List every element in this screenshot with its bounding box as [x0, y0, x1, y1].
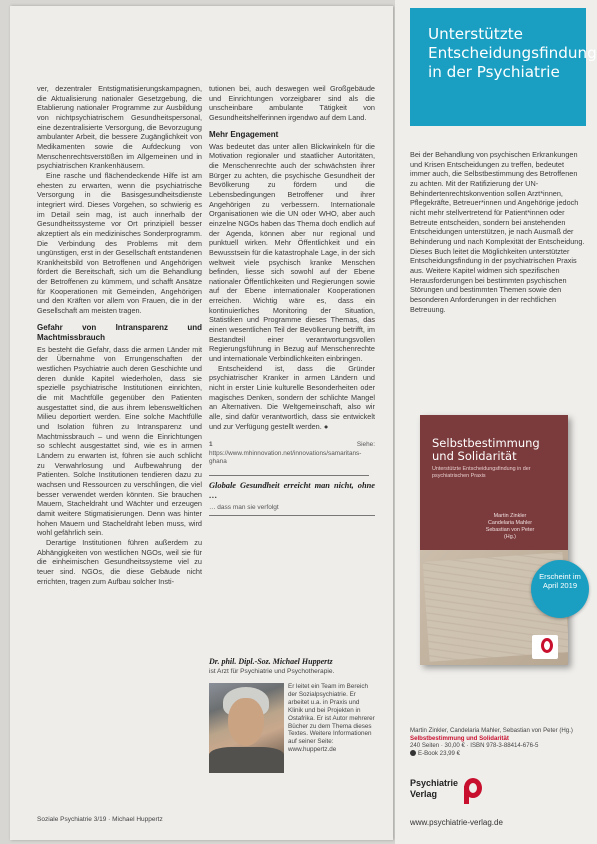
footnote-text: Siehe: https://www.mhinnovation.net/innovations/samaritans-ghana	[209, 441, 375, 465]
footnote-number: 1	[209, 441, 213, 449]
book-title: Selbstbestimmung und Solidarität	[432, 436, 540, 463]
article-paragraph: ver, dezentraler Entstigmatisierungskampagnen, die Aktualisierung nationaler Gesetzgebung, die Etablierung nationaler Programme zur Ausbildung von nichtpsychiatrischem Gesundheitspersonal, eine dezentralisierte Versorgung, die Bevorzugung ambulanter Arbeit, die bessere Zugänglichkeit von Medikamenten sowie die Aufdeckung von Menschenrechtsverstößen im Allgemeinen und in psychiatrischen Krankenhäusern.	[37, 84, 202, 171]
end-mark: ●	[323, 421, 329, 431]
book-subtitle: Unterstützte Entscheidungsfindung in der psychiatrischen Praxis	[432, 466, 531, 479]
book-info-ebook	[410, 750, 590, 758]
book-info	[410, 727, 590, 757]
article-column-right	[209, 84, 375, 516]
ebook-price: E-Book 23,99 €	[418, 749, 461, 757]
ad-header-box	[410, 8, 597, 126]
page-footer: Soziale Psychiatrie 3/19 · Michael Huppertz	[37, 816, 163, 823]
section-heading: Gefahr von Intransparenz und Machtmissbrauch	[37, 322, 202, 342]
infobox-title: Globale Gesundheit erreicht man nicht, ohne …	[209, 480, 375, 500]
article-paragraph	[209, 364, 375, 432]
ad-text	[410, 150, 586, 314]
ad-paragraph: Dieses Buch leitet die Möglichkeiten unterstützter Entscheidungsfindung in der psychiatrischen Praxis aus. Weitere Kapitel widmen sich spezifischen Herausforderungen bei bestimmten psychischen Störungen und bestimmten Themen sowie den besonderen Anforderungen in der rechtlichen Betreuung.	[410, 246, 577, 314]
article-paragraph: Eine rasche und flächendeckende Hilfe ist am ehesten zu erwarten, wenn die psychiatrische Versorgung in die Basisgesundheitsdienste integriert wird. Dieses Vorgehen, so schwierig es im Detail sein mag, ist auch innerhalb der Gesundheitssysteme vor Ort prinzipiell besser akzeptiert als ein medizinisches Sonderprogramm. Die Verbindung des Problems mit dem ungünstigen, erst in der Gesellschaft entstandenen Krankheitsbild von Betroffenen und Angehörigen fördert die Bereitschaft, sich um die Behandlung der Betroffenen zu kümmern, und schafft Ansätze für Kooperationen mit Gemeinden, Angehörigen und den Kräften vor allem von Frauen, die in der Gesellschaft am meisten tragen.	[37, 170, 202, 316]
article-paragraph: Es besteht die Gefahr, dass die armen Länder mit der Übernahme von Errungenschaften der westlichen Psychiatrie auch deren Geschichte und deren dunkle Kapitel wiederholen, dass sie spezielle psychiatrische Institutionen einrichten, die mit Machtfülle gegenüber den Patienten ausgestattet sind, die aus ihrem lebensweltlichen Milieu deportiert werden. Eine solche Machtfülle und Isolation führen zu Intransparenz und Machtmissbrauch – und wenn die Einrichtungen so schlecht ausgestattet sind, wie es in armen Ländern zu erwarten ist, führen sie auch schlicht zu Verwahrlosung und Aufbewahrung der Patienten. Solche Institutionen tendieren dazu zu wachsen und Ressourcen zu verschlingen, die viel besser verwendet werden könnten. Sie brauchen Mauern, Stacheldraht und Wächter und erzeugen damit weitere Stigmatisierungen. Denn was hinter hohen Mauern und Stacheldraht leben muss, wird wohl gefährlich sein.	[37, 344, 202, 538]
section-heading: Mehr Engagement	[209, 129, 279, 139]
publisher-logo-icon	[532, 635, 558, 659]
ad-headline: Unterstützte Entscheidungsfindung in der Psychiatrie	[428, 25, 597, 81]
publisher-name: Psychiatrie Verlag	[410, 778, 459, 799]
author-bio: Er leitet ein Team im Bereich der Sozialpsychiatrie. Er arbeitet u.a. in Praxis und Klinik und bei Projekten in Ostafrika. Er ist Autor mehrerer Bücher zu dem Thema dieses Textes. Weitere Informationen auf seiner Seite: www.huppertz.de	[288, 683, 375, 754]
article-paragraph: Derartige Institutionen führen außerdem zu Abhängigkeiten von westlichen NGOs, weil sie für die einheimischen Gesundheitssysteme viel zu teuer sind. NGOs, die diese Gebäude nicht errichten, tragen zum Aufbau solcher Insti-	[37, 537, 202, 586]
publisher-url-link[interactable]: www.psychiatrie-verlag.de	[410, 818, 503, 827]
article-column-left	[37, 84, 202, 818]
author-block	[209, 657, 375, 676]
footnote	[209, 441, 375, 466]
release-badge: Erscheint im April 2019	[531, 560, 589, 618]
book-info-title: Selbstbestimmung und Solidarität	[410, 734, 509, 742]
author-photo-face	[228, 698, 264, 746]
publisher-p-icon	[462, 776, 486, 804]
article-paragraph: tutionen bei, auch deswegen weil Großgebäude und Einrichtungen vorzeigbarer sind als die unscheinbare ambulante Tätigkeit von Gesundheitshelferinnen irgendwo auf dem Land.	[209, 84, 375, 122]
article-paragraph: Was bedeutet das unter allen Blickwinkeln für die Motivation regionaler und staatlicher Autoritäten, die Menschenrechte auch der schwächsten ihrer Bürger zu achten, die psychische Gesundheit der Bevölkerung zu fördern und die Lebensbedingungen Betroffener und ihrer Angehörigen zu verbessern. Internationale Organisationen wie die UN oder WHO, aber auch einzelne NGOs haben das Thema doch endlich auf der Agenda, können aber nur regional und punktuell wirken. Mehr Öffentlichkeit und ein Bewusstsein für die katastrophale Lage, in der sich weltweit viele psychisch kranke Menschen befinden, liesse sich sowohl auf der Ebene nationaler Öffentlichkeiten und Regierungen sowie auf der Ebene internationaler Kooperationen erreichen. Wichtig wäre es, dass ein kontinuierliches Monitoring der Situation, Statistiken und Programme dieses Themas, das einen wesentlichen Teil der Bevölkerung betrifft, im Bestandteil einer verantwortungsvollen Regierungsführung in Bezug auf Menschenrechte und internationale Verbindlichkeiten einbringen.	[209, 141, 375, 364]
ebook-icon	[410, 750, 416, 756]
author-photo	[209, 683, 284, 773]
ad-paragraph: Bei der Behandlung von psychischen Erkrankungen und Krisen Entscheidungen zu treffen, bedeutet immer auch, die Selbstbestimmung des Betroffenen zu achten. Mit der Ratifizierung der UN-Behindertenrechtskonvention sollen Arzt*innen, Pflegekräfte, Betreuer*innen und Angehörige jedoch nicht mehr stellvertretend für Patient*innen oder Betreute entscheiden, sondern bei anstehenden Entscheidungen unterstützen, je nach Ausmaß der Behinderung und nach Komplexität der Entscheidung.	[410, 150, 585, 246]
author-photo-shirt	[209, 747, 284, 773]
book-info-authors: Martin Zinkler, Candelaria Mahler, Sebastian von Peter (Hg.)	[410, 727, 573, 734]
book-cover[interactable]	[420, 415, 568, 665]
book-authors: Martin Zinkler Candelaria Mahler Sebastian von Peter (Hg.)	[485, 513, 535, 540]
infobox-link[interactable]: … dass man sie verfolgt	[209, 503, 375, 516]
book-info-details: 240 Seiten · 30,00 € · ISBN 978-3-88414-676-5	[410, 742, 539, 750]
article-text: Entscheidend ist, dass die Gründer psychiatrischer Kranker in armen Ländern und nicht in erster Linie kulturelle Besonderheiten oder magisches Denken, sondern der schlichte Mangel an Alternativen. Die Weltgemeinschaft, also wir alle, sind dafür verantwortlich, dass sie entwickelt und zur Verfügung gestellt werden.	[209, 363, 375, 431]
author-role: ist Arzt für Psychiatrie und Psychotherapie.	[209, 668, 335, 675]
divider	[209, 475, 369, 476]
author-name: Dr. phil. Dipl.-Soz. Michael Huppertz	[209, 657, 333, 666]
publisher-logo[interactable]	[410, 776, 530, 806]
